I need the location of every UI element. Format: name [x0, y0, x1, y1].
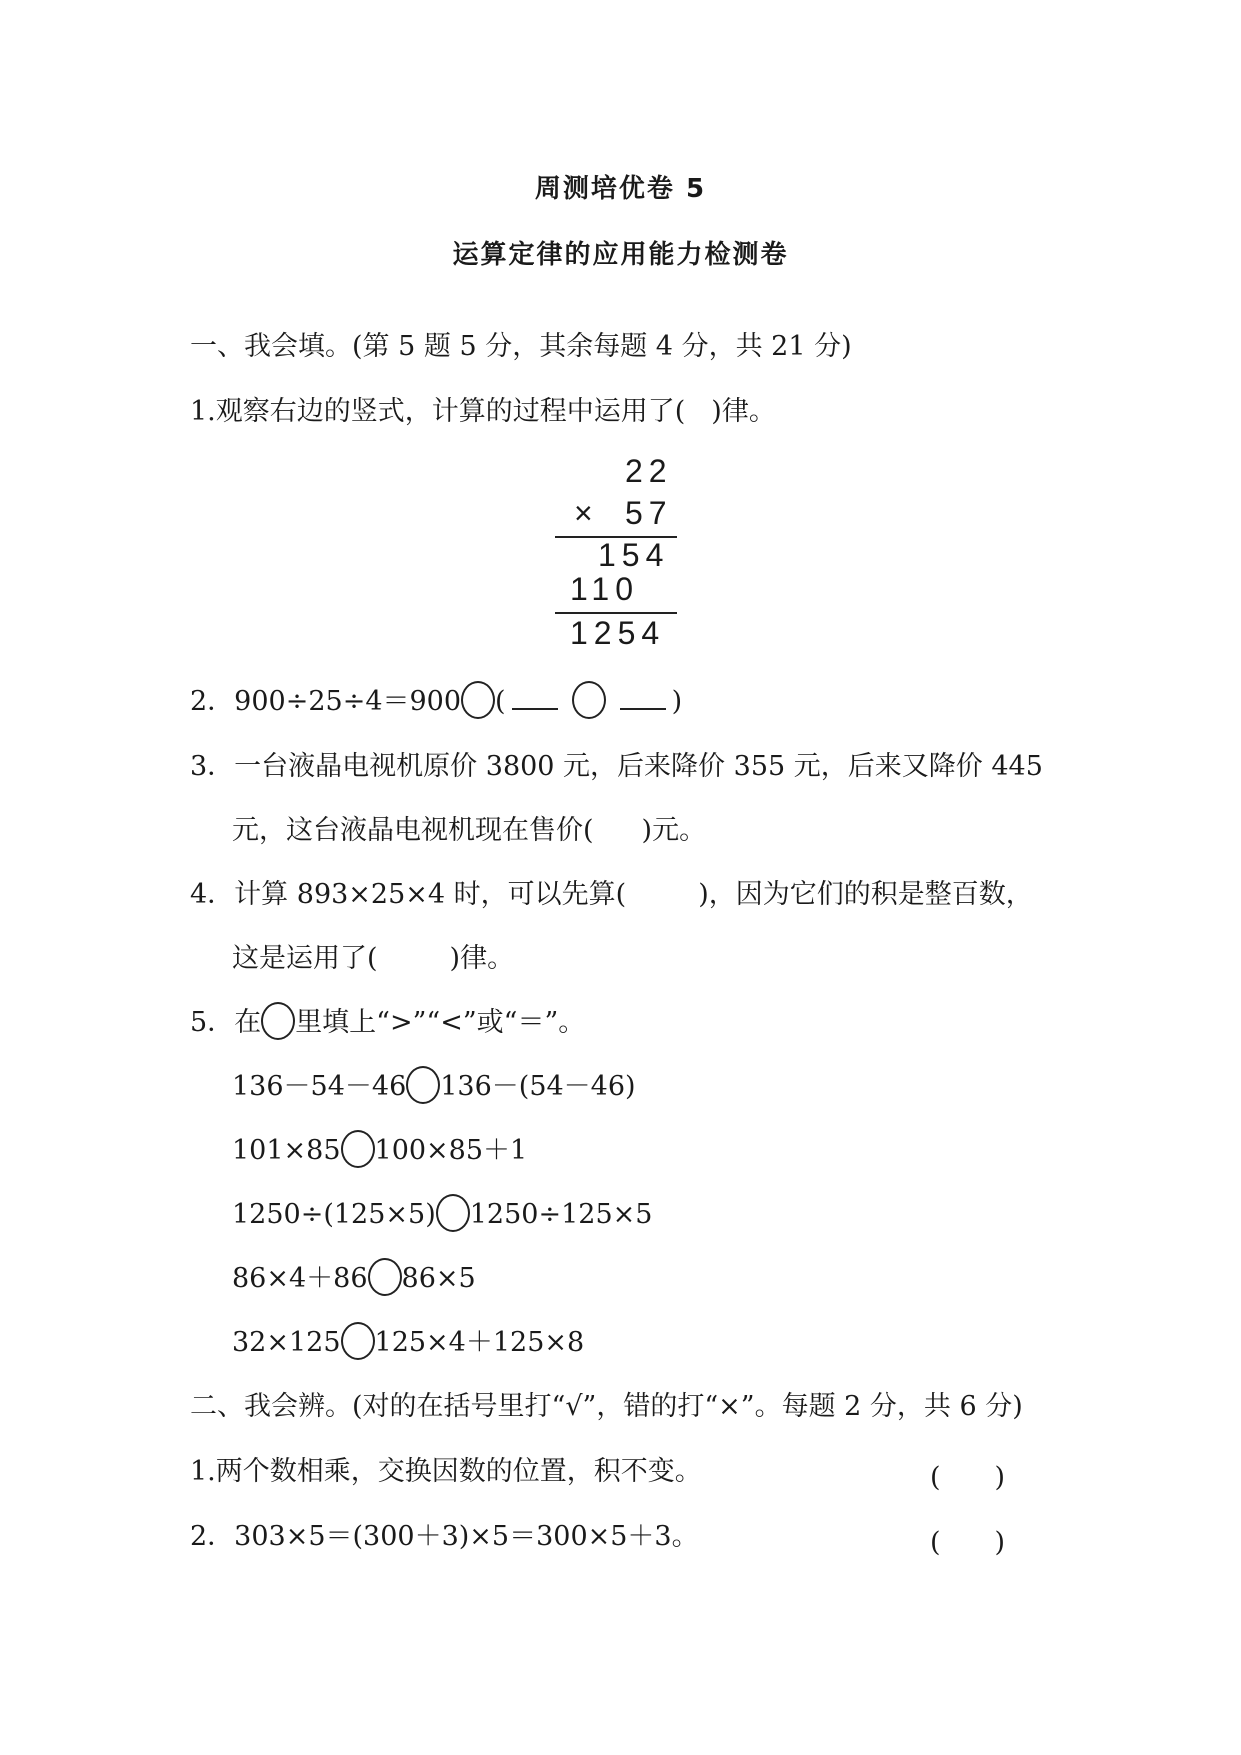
q5-item-5-right: 125×4＋125×8 — [374, 1327, 585, 1358]
judge-question-1-answer[interactable]: ( ) — [930, 1462, 1006, 1493]
q5-text-after: 里填上“>”“<”或“＝”。 — [295, 1007, 586, 1038]
vertical-row-5: 1254 — [570, 615, 666, 651]
q5-item-5-left: 32×125 — [232, 1327, 341, 1358]
q3-text-before: 元，这台液晶电视机现在售价( — [232, 815, 594, 846]
q2-text: 2．900÷25÷4＝900 — [190, 686, 462, 717]
question-5 — [190, 1006, 585, 1040]
question-4-line-1 — [190, 878, 1033, 912]
vertical-row-2-operator: × — [574, 495, 599, 531]
q4-text-after: )，因为它们的积是整百数， — [698, 879, 1033, 910]
judge-question-2-answer[interactable]: ( ) — [930, 1527, 1006, 1558]
q2-open-paren: ( — [495, 686, 506, 717]
q5-item-4 — [232, 1262, 476, 1296]
vertical-row-4: 110 — [570, 571, 640, 607]
q3-text-after: )元。 — [641, 815, 707, 846]
q5-item-1-right: 136－(54－46) — [440, 1071, 636, 1102]
question-3-line-2 — [232, 814, 706, 848]
section1-heading: 一、我会填。(第 5 题 5 分，其余每题 4 分，共 21 分) — [190, 331, 852, 362]
q5-item-3-circle[interactable] — [436, 1194, 470, 1232]
page-title: 周测培优卷 5 — [534, 174, 707, 204]
judge-question-1: 1.两个数相乘，交换因数的位置，积不变。 — [190, 1456, 702, 1487]
vertical-row-1: 22 — [625, 453, 673, 489]
q5-item-3-right: 1250÷125×5 — [469, 1199, 653, 1230]
q5-item-4-left: 86×4＋86 — [232, 1263, 368, 1294]
q2-circle-2[interactable] — [572, 681, 606, 719]
question-4-line-2 — [232, 942, 514, 976]
q5-item-1 — [232, 1070, 636, 1104]
section2-heading: 二、我会辨。(对的在括号里打“√”，错的打“×”。每题 2 分，共 6 分) — [190, 1391, 1023, 1422]
q5-item-3-left: 1250÷(125×5) — [232, 1199, 436, 1230]
q5-item-2-left: 101×85 — [232, 1135, 341, 1166]
judge-question-2: 2．303×5＝(300＋3)×5＝300×5＋3。 — [190, 1521, 699, 1552]
q5-example-circle — [261, 1002, 295, 1040]
q5-item-3 — [232, 1198, 652, 1232]
vertical-rule-2 — [555, 612, 677, 614]
q5-item-1-left: 136－54－46 — [232, 1071, 407, 1102]
question-2 — [190, 685, 682, 719]
q5-item-4-circle[interactable] — [368, 1258, 402, 1296]
q4-line2-before: 这是运用了( — [232, 943, 378, 974]
vertical-row-2: 57 — [625, 495, 673, 531]
vertical-row-3: 154 — [598, 537, 670, 573]
q5-item-2 — [232, 1134, 527, 1168]
q5-item-5-circle[interactable] — [341, 1322, 375, 1360]
q5-item-2-right: 100×85＋1 — [374, 1135, 528, 1166]
page-subtitle: 运算定律的应用能力检测卷 — [452, 240, 789, 270]
q1-text-before: 1.观察右边的竖式，计算的过程中运用了( — [190, 396, 686, 427]
q5-item-1-circle[interactable] — [406, 1066, 440, 1104]
q4-line2-after: )律。 — [449, 943, 515, 974]
q2-circle-1[interactable] — [461, 681, 495, 719]
q2-close-paren: ) — [671, 686, 683, 717]
q5-text-before: 5．在 — [190, 1007, 262, 1038]
q2-blank-1[interactable] — [512, 688, 558, 710]
q2-blank-2[interactable] — [620, 688, 666, 710]
q5-item-4-right: 86×5 — [401, 1263, 476, 1294]
q5-item-5 — [232, 1326, 584, 1360]
q1-text-after: )律。 — [711, 396, 776, 427]
q4-text-before: 4．计算 893×25×4 时，可以先算( — [190, 879, 627, 910]
question-3-line-1: 3．一台液晶电视机原价 3800 元，后来降价 355 元，后来又降价 445 — [190, 751, 1043, 782]
q5-item-2-circle[interactable] — [341, 1130, 375, 1168]
question-1 — [190, 395, 776, 429]
